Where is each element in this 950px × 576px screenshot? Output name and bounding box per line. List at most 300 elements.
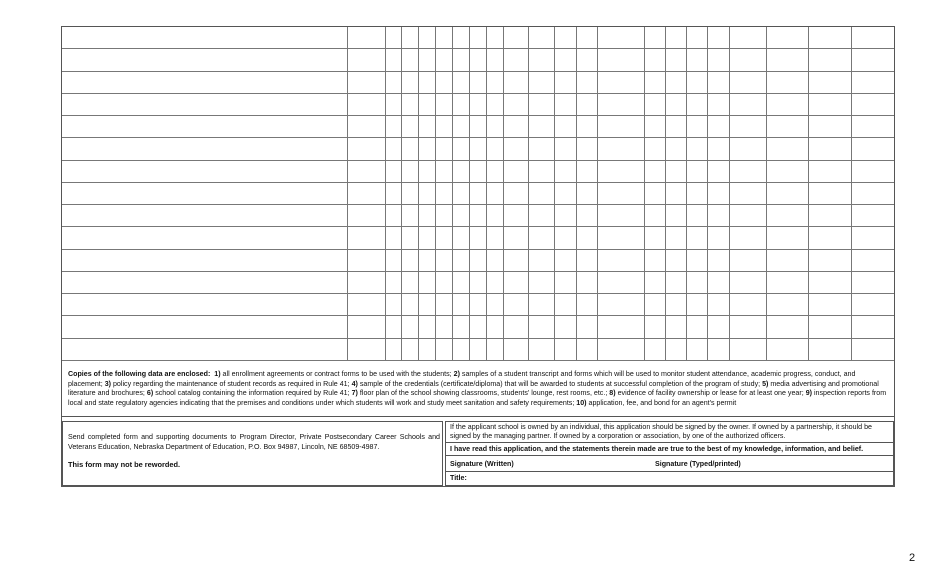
table-cell[interactable]	[504, 49, 529, 71]
table-cell[interactable]	[852, 227, 894, 249]
table-cell[interactable]	[487, 49, 504, 71]
table-cell[interactable]	[470, 27, 487, 49]
table-cell[interactable]	[852, 49, 894, 71]
table-cell[interactable]	[598, 227, 645, 249]
table-cell[interactable]	[767, 183, 809, 205]
table-cell[interactable]	[504, 138, 529, 160]
table-cell[interactable]	[419, 27, 436, 49]
table-cell[interactable]	[348, 227, 386, 249]
table-cell[interactable]	[386, 49, 402, 71]
table-cell[interactable]	[504, 227, 529, 249]
table-cell[interactable]	[470, 49, 487, 71]
table-cell[interactable]	[645, 316, 666, 338]
table-cell[interactable]	[419, 272, 436, 294]
table-cell[interactable]	[730, 27, 767, 49]
table-cell[interactable]	[62, 27, 348, 49]
table-cell[interactable]	[645, 227, 666, 249]
table-cell[interactable]	[487, 294, 504, 316]
table-cell[interactable]	[348, 183, 386, 205]
table-cell[interactable]	[598, 272, 645, 294]
table-cell[interactable]	[487, 316, 504, 338]
table-cell[interactable]	[62, 161, 348, 183]
table-cell[interactable]	[708, 72, 730, 94]
table-cell[interactable]	[767, 272, 809, 294]
table-cell[interactable]	[555, 205, 577, 227]
table-cell[interactable]	[504, 161, 529, 183]
table-cell[interactable]	[767, 72, 809, 94]
table-cell[interactable]	[687, 72, 708, 94]
table-cell[interactable]	[687, 49, 708, 71]
table-cell[interactable]	[577, 227, 598, 249]
table-cell[interactable]	[708, 49, 730, 71]
table-cell[interactable]	[348, 72, 386, 94]
table-cell[interactable]	[386, 294, 402, 316]
table-cell[interactable]	[555, 339, 577, 361]
table-cell[interactable]	[487, 27, 504, 49]
signature-written-field[interactable]: Signature (Written)	[450, 460, 514, 468]
table-cell[interactable]	[645, 27, 666, 49]
table-cell[interactable]	[436, 250, 453, 272]
table-cell[interactable]	[419, 138, 436, 160]
table-cell[interactable]	[453, 27, 470, 49]
table-cell[interactable]	[529, 49, 555, 71]
table-cell[interactable]	[386, 161, 402, 183]
table-cell[interactable]	[386, 316, 402, 338]
table-cell[interactable]	[666, 116, 687, 138]
table-cell[interactable]	[852, 339, 894, 361]
table-cell[interactable]	[555, 272, 577, 294]
table-cell[interactable]	[598, 27, 645, 49]
table-cell[interactable]	[453, 161, 470, 183]
table-cell[interactable]	[504, 316, 529, 338]
table-cell[interactable]	[730, 116, 767, 138]
table-cell[interactable]	[386, 116, 402, 138]
table-cell[interactable]	[666, 272, 687, 294]
table-cell[interactable]	[645, 94, 666, 116]
table-cell[interactable]	[555, 183, 577, 205]
table-cell[interactable]	[419, 250, 436, 272]
table-cell[interactable]	[436, 227, 453, 249]
table-cell[interactable]	[852, 94, 894, 116]
table-cell[interactable]	[402, 272, 419, 294]
table-cell[interactable]	[730, 49, 767, 71]
table-cell[interactable]	[645, 72, 666, 94]
table-cell[interactable]	[504, 94, 529, 116]
table-cell[interactable]	[809, 227, 852, 249]
table-cell[interactable]	[62, 49, 348, 71]
table-cell[interactable]	[767, 294, 809, 316]
table-cell[interactable]	[730, 138, 767, 160]
table-cell[interactable]	[852, 294, 894, 316]
table-cell[interactable]	[598, 250, 645, 272]
table-cell[interactable]	[453, 72, 470, 94]
table-cell[interactable]	[598, 116, 645, 138]
table-cell[interactable]	[598, 294, 645, 316]
table-cell[interactable]	[348, 138, 386, 160]
table-cell[interactable]	[470, 250, 487, 272]
table-cell[interactable]	[453, 49, 470, 71]
table-cell[interactable]	[470, 339, 487, 361]
table-cell[interactable]	[419, 294, 436, 316]
table-cell[interactable]	[436, 272, 453, 294]
table-cell[interactable]	[577, 205, 598, 227]
table-cell[interactable]	[529, 250, 555, 272]
table-cell[interactable]	[470, 205, 487, 227]
table-cell[interactable]	[419, 205, 436, 227]
table-cell[interactable]	[577, 94, 598, 116]
table-cell[interactable]	[62, 272, 348, 294]
table-cell[interactable]	[402, 183, 419, 205]
table-cell[interactable]	[687, 183, 708, 205]
table-cell[interactable]	[402, 294, 419, 316]
table-cell[interactable]	[645, 339, 666, 361]
table-cell[interactable]	[767, 227, 809, 249]
table-cell[interactable]	[577, 72, 598, 94]
table-cell[interactable]	[62, 72, 348, 94]
table-cell[interactable]	[419, 316, 436, 338]
table-cell[interactable]	[708, 272, 730, 294]
table-cell[interactable]	[809, 49, 852, 71]
table-cell[interactable]	[348, 49, 386, 71]
table-cell[interactable]	[436, 294, 453, 316]
table-cell[interactable]	[598, 161, 645, 183]
table-cell[interactable]	[504, 183, 529, 205]
table-cell[interactable]	[767, 49, 809, 71]
table-cell[interactable]	[419, 183, 436, 205]
table-cell[interactable]	[666, 27, 687, 49]
table-cell[interactable]	[402, 227, 419, 249]
table-cell[interactable]	[386, 272, 402, 294]
table-cell[interactable]	[809, 339, 852, 361]
table-cell[interactable]	[767, 161, 809, 183]
table-cell[interactable]	[598, 49, 645, 71]
table-cell[interactable]	[386, 27, 402, 49]
table-cell[interactable]	[598, 138, 645, 160]
table-cell[interactable]	[687, 272, 708, 294]
table-cell[interactable]	[436, 49, 453, 71]
table-cell[interactable]	[470, 138, 487, 160]
table-cell[interactable]	[666, 72, 687, 94]
table-cell[interactable]	[708, 205, 730, 227]
table-cell[interactable]	[436, 339, 453, 361]
table-cell[interactable]	[504, 294, 529, 316]
table-cell[interactable]	[708, 94, 730, 116]
table-cell[interactable]	[708, 227, 730, 249]
table-cell[interactable]	[453, 205, 470, 227]
table-cell[interactable]	[687, 94, 708, 116]
table-cell[interactable]	[487, 227, 504, 249]
table-cell[interactable]	[504, 72, 529, 94]
table-cell[interactable]	[666, 227, 687, 249]
table-cell[interactable]	[708, 116, 730, 138]
table-cell[interactable]	[419, 227, 436, 249]
table-cell[interactable]	[687, 205, 708, 227]
table-cell[interactable]	[436, 27, 453, 49]
table-cell[interactable]	[470, 294, 487, 316]
table-cell[interactable]	[577, 161, 598, 183]
table-cell[interactable]	[687, 250, 708, 272]
table-cell[interactable]	[645, 272, 666, 294]
table-cell[interactable]	[529, 138, 555, 160]
table-cell[interactable]	[453, 339, 470, 361]
table-cell[interactable]	[348, 316, 386, 338]
table-cell[interactable]	[386, 250, 402, 272]
table-cell[interactable]	[470, 94, 487, 116]
table-cell[interactable]	[555, 161, 577, 183]
table-cell[interactable]	[687, 116, 708, 138]
table-cell[interactable]	[730, 183, 767, 205]
table-cell[interactable]	[386, 227, 402, 249]
table-cell[interactable]	[348, 339, 386, 361]
table-cell[interactable]	[529, 294, 555, 316]
table-cell[interactable]	[419, 161, 436, 183]
table-cell[interactable]	[645, 183, 666, 205]
table-cell[interactable]	[62, 205, 348, 227]
table-cell[interactable]	[470, 72, 487, 94]
table-cell[interactable]	[555, 294, 577, 316]
table-cell[interactable]	[487, 116, 504, 138]
table-cell[interactable]	[348, 27, 386, 49]
table-cell[interactable]	[708, 138, 730, 160]
table-cell[interactable]	[386, 94, 402, 116]
table-cell[interactable]	[852, 138, 894, 160]
table-cell[interactable]	[470, 183, 487, 205]
table-cell[interactable]	[529, 227, 555, 249]
table-cell[interactable]	[504, 27, 529, 49]
table-cell[interactable]	[687, 227, 708, 249]
table-cell[interactable]	[666, 316, 687, 338]
table-cell[interactable]	[529, 116, 555, 138]
table-cell[interactable]	[767, 316, 809, 338]
table-cell[interactable]	[666, 94, 687, 116]
table-cell[interactable]	[809, 183, 852, 205]
table-cell[interactable]	[730, 250, 767, 272]
table-cell[interactable]	[708, 161, 730, 183]
table-cell[interactable]	[529, 339, 555, 361]
table-cell[interactable]	[453, 94, 470, 116]
table-cell[interactable]	[708, 250, 730, 272]
table-cell[interactable]	[809, 72, 852, 94]
table-cell[interactable]	[504, 339, 529, 361]
table-cell[interactable]	[386, 138, 402, 160]
table-cell[interactable]	[470, 272, 487, 294]
table-cell[interactable]	[487, 72, 504, 94]
table-cell[interactable]	[348, 116, 386, 138]
table-cell[interactable]	[645, 250, 666, 272]
table-cell[interactable]	[767, 250, 809, 272]
table-cell[interactable]	[348, 250, 386, 272]
table-cell[interactable]	[809, 294, 852, 316]
signature-typed-field[interactable]: Signature (Typed/printed)	[655, 460, 741, 468]
table-cell[interactable]	[419, 339, 436, 361]
table-cell[interactable]	[708, 339, 730, 361]
table-cell[interactable]	[577, 27, 598, 49]
table-cell[interactable]	[577, 138, 598, 160]
table-cell[interactable]	[666, 49, 687, 71]
table-cell[interactable]	[436, 161, 453, 183]
table-cell[interactable]	[687, 138, 708, 160]
table-cell[interactable]	[487, 339, 504, 361]
table-cell[interactable]	[436, 316, 453, 338]
table-cell[interactable]	[348, 94, 386, 116]
table-cell[interactable]	[767, 116, 809, 138]
table-cell[interactable]	[666, 339, 687, 361]
table-cell[interactable]	[809, 205, 852, 227]
table-cell[interactable]	[453, 227, 470, 249]
table-cell[interactable]	[555, 138, 577, 160]
table-cell[interactable]	[577, 339, 598, 361]
table-cell[interactable]	[809, 250, 852, 272]
table-cell[interactable]	[436, 138, 453, 160]
table-cell[interactable]	[529, 72, 555, 94]
table-cell[interactable]	[708, 294, 730, 316]
table-cell[interactable]	[708, 27, 730, 49]
table-cell[interactable]	[555, 116, 577, 138]
table-cell[interactable]	[645, 205, 666, 227]
table-cell[interactable]	[577, 116, 598, 138]
table-cell[interactable]	[62, 227, 348, 249]
table-cell[interactable]	[348, 205, 386, 227]
table-cell[interactable]	[730, 94, 767, 116]
table-cell[interactable]	[767, 27, 809, 49]
table-cell[interactable]	[555, 227, 577, 249]
table-cell[interactable]	[730, 294, 767, 316]
table-cell[interactable]	[348, 294, 386, 316]
table-cell[interactable]	[453, 116, 470, 138]
table-cell[interactable]	[470, 227, 487, 249]
table-cell[interactable]	[555, 27, 577, 49]
table-cell[interactable]	[730, 272, 767, 294]
table-cell[interactable]	[436, 116, 453, 138]
table-cell[interactable]	[487, 94, 504, 116]
table-cell[interactable]	[504, 116, 529, 138]
table-cell[interactable]	[348, 272, 386, 294]
table-cell[interactable]	[555, 94, 577, 116]
table-cell[interactable]	[386, 205, 402, 227]
table-cell[interactable]	[529, 316, 555, 338]
table-cell[interactable]	[666, 138, 687, 160]
table-cell[interactable]	[687, 339, 708, 361]
table-cell[interactable]	[730, 316, 767, 338]
table-cell[interactable]	[852, 161, 894, 183]
table-cell[interactable]	[529, 183, 555, 205]
table-cell[interactable]	[555, 250, 577, 272]
table-cell[interactable]	[852, 27, 894, 49]
table-cell[interactable]	[598, 316, 645, 338]
table-cell[interactable]	[598, 94, 645, 116]
table-cell[interactable]	[529, 205, 555, 227]
table-cell[interactable]	[487, 183, 504, 205]
table-cell[interactable]	[402, 27, 419, 49]
table-cell[interactable]	[436, 94, 453, 116]
table-cell[interactable]	[453, 272, 470, 294]
table-cell[interactable]	[529, 161, 555, 183]
table-cell[interactable]	[529, 27, 555, 49]
table-cell[interactable]	[402, 49, 419, 71]
table-cell[interactable]	[852, 250, 894, 272]
table-cell[interactable]	[62, 116, 348, 138]
table-cell[interactable]	[645, 138, 666, 160]
table-cell[interactable]	[555, 316, 577, 338]
table-cell[interactable]	[386, 183, 402, 205]
title-field[interactable]: Title:	[450, 474, 467, 482]
table-cell[interactable]	[666, 183, 687, 205]
table-cell[interactable]	[529, 94, 555, 116]
table-cell[interactable]	[487, 138, 504, 160]
table-cell[interactable]	[62, 250, 348, 272]
table-cell[interactable]	[852, 116, 894, 138]
table-cell[interactable]	[62, 138, 348, 160]
table-cell[interactable]	[767, 205, 809, 227]
table-cell[interactable]	[577, 272, 598, 294]
table-cell[interactable]	[402, 138, 419, 160]
table-cell[interactable]	[645, 116, 666, 138]
table-cell[interactable]	[555, 72, 577, 94]
table-cell[interactable]	[386, 72, 402, 94]
table-cell[interactable]	[852, 183, 894, 205]
table-cell[interactable]	[402, 205, 419, 227]
table-cell[interactable]	[598, 205, 645, 227]
table-cell[interactable]	[436, 72, 453, 94]
table-cell[interactable]	[419, 72, 436, 94]
table-cell[interactable]	[708, 183, 730, 205]
table-cell[interactable]	[645, 49, 666, 71]
table-cell[interactable]	[386, 339, 402, 361]
table-cell[interactable]	[809, 27, 852, 49]
table-cell[interactable]	[487, 272, 504, 294]
table-cell[interactable]	[402, 116, 419, 138]
table-cell[interactable]	[767, 339, 809, 361]
table-cell[interactable]	[62, 294, 348, 316]
table-cell[interactable]	[687, 316, 708, 338]
table-cell[interactable]	[852, 205, 894, 227]
table-cell[interactable]	[730, 161, 767, 183]
table-cell[interactable]	[402, 316, 419, 338]
table-cell[interactable]	[62, 94, 348, 116]
table-cell[interactable]	[453, 183, 470, 205]
table-cell[interactable]	[645, 161, 666, 183]
table-cell[interactable]	[577, 183, 598, 205]
table-cell[interactable]	[852, 72, 894, 94]
table-cell[interactable]	[730, 72, 767, 94]
table-cell[interactable]	[504, 272, 529, 294]
table-cell[interactable]	[577, 250, 598, 272]
table-cell[interactable]	[687, 294, 708, 316]
table-cell[interactable]	[687, 161, 708, 183]
table-cell[interactable]	[809, 116, 852, 138]
table-cell[interactable]	[470, 316, 487, 338]
table-cell[interactable]	[809, 316, 852, 338]
table-cell[interactable]	[504, 250, 529, 272]
table-cell[interactable]	[470, 161, 487, 183]
table-cell[interactable]	[645, 294, 666, 316]
table-cell[interactable]	[436, 183, 453, 205]
table-cell[interactable]	[62, 183, 348, 205]
table-cell[interactable]	[577, 49, 598, 71]
table-cell[interactable]	[487, 205, 504, 227]
table-cell[interactable]	[598, 72, 645, 94]
table-cell[interactable]	[470, 116, 487, 138]
table-cell[interactable]	[577, 294, 598, 316]
table-cell[interactable]	[529, 272, 555, 294]
table-cell[interactable]	[453, 294, 470, 316]
table-cell[interactable]	[577, 316, 598, 338]
table-cell[interactable]	[62, 339, 348, 361]
table-cell[interactable]	[62, 316, 348, 338]
table-cell[interactable]	[419, 94, 436, 116]
table-cell[interactable]	[402, 72, 419, 94]
table-cell[interactable]	[767, 138, 809, 160]
